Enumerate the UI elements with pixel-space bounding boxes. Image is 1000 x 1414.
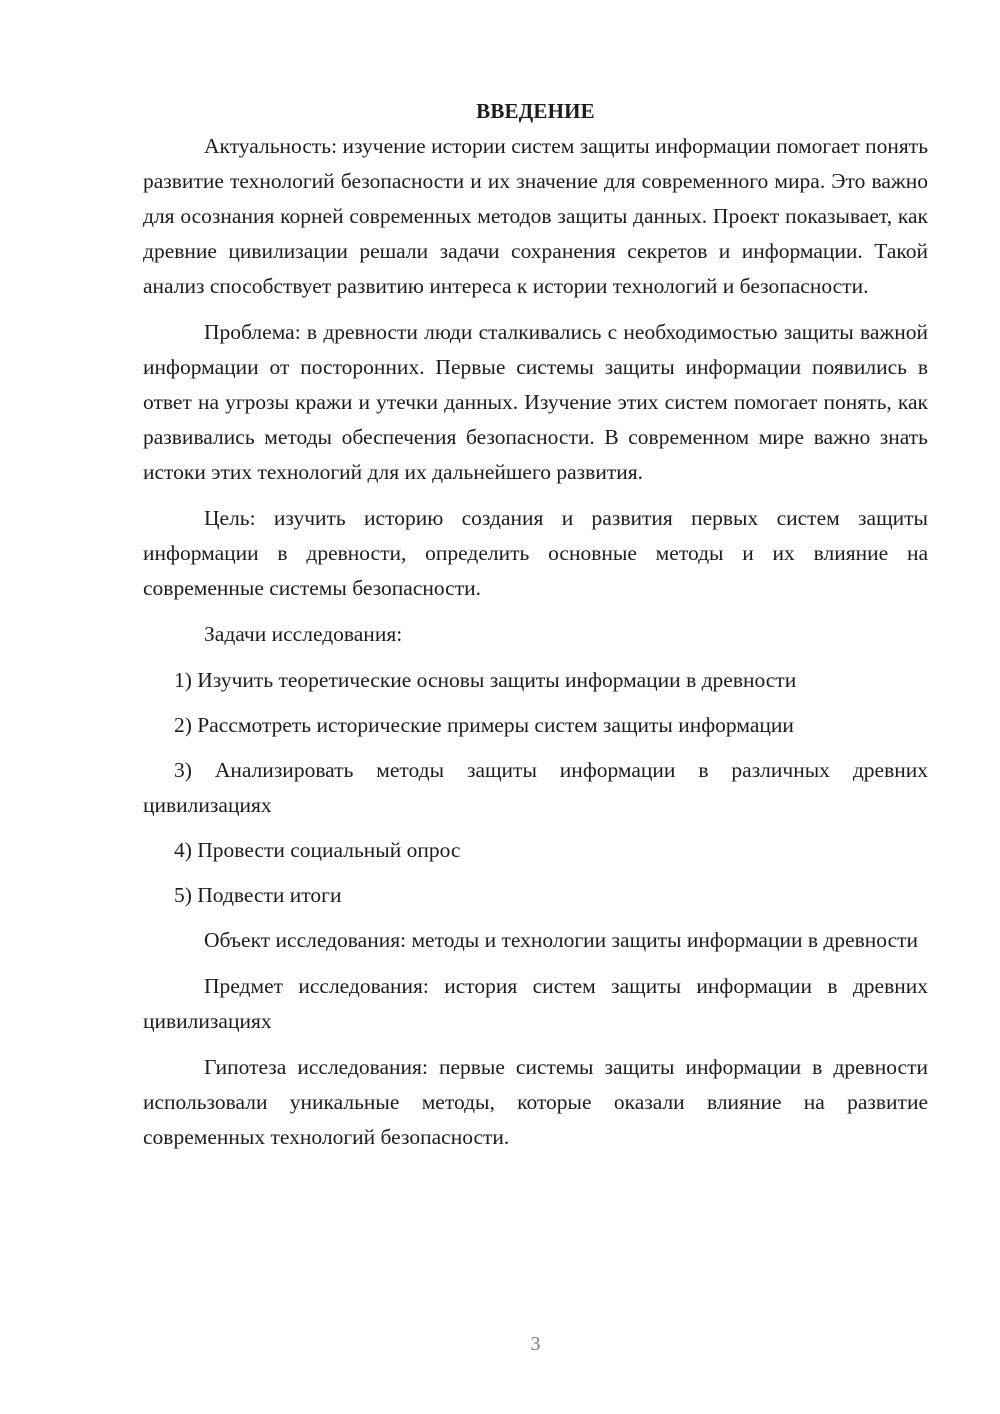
task-item-1: 1) Изучить теоретические основы защиты информации в древности — [174, 668, 797, 692]
task-item-4: 4) Провести социальный опрос — [174, 838, 461, 862]
page-title: ВВЕДЕНИЕ — [476, 99, 595, 123]
paragraph-object: Объект исследования: методы и технологии защиты информации в древности — [204, 928, 919, 952]
tasks-heading: Задачи исследования: — [204, 622, 403, 646]
paragraph-subject: Предмет исследования: история систем защиты информации в древних цивилизациях — [143, 974, 928, 1033]
paragraph-hypothesis: Гипотеза исследования: первые системы защиты информации в древности использовали уникальные методы, которые оказали влияние на развитие современных технологий безопасности. — [143, 1055, 928, 1149]
task-item-5: 5) Подвести итоги — [174, 883, 342, 907]
paragraph-relevance: Актуальность: изучение истории систем защиты информации помогает понять развитие технологий безопасности и их значение для современного мира. Это важно для осознания корней современных методов защиты данных. Проект показывает, как древние цивилизации решали задачи сохранения секретов и информации. Такой анализ способствует развитию интереса к истории технологий и безопасности. — [143, 134, 928, 298]
page-number: 3 — [530, 1333, 541, 1355]
task-item-3: 3) Анализировать методы защиты информации в различных древних цивилизациях — [143, 758, 928, 817]
paragraph-problem: Проблема: в древности люди сталкивались с необходимостью защиты важной информации от посторонних. Первые системы защиты информации появились в ответ на угрозы кражи и утечки данных. Изучение этих систем помогает понять, как развивались методы обеспечения безопасности. В современном мире важно знать истоки этих технологий для их дальнейшего развития. — [143, 320, 928, 484]
tasks-list — [143, 663, 928, 913]
paragraph-goal: Цель: изучить историю создания и развития первых систем защиты информации в древности, определить основные методы и их влияние на современные системы безопасности. — [143, 506, 928, 600]
task-item-2: 2) Рассмотреть исторические примеры систем защиты информации — [174, 713, 794, 737]
document-page — [143, 96, 928, 1166]
